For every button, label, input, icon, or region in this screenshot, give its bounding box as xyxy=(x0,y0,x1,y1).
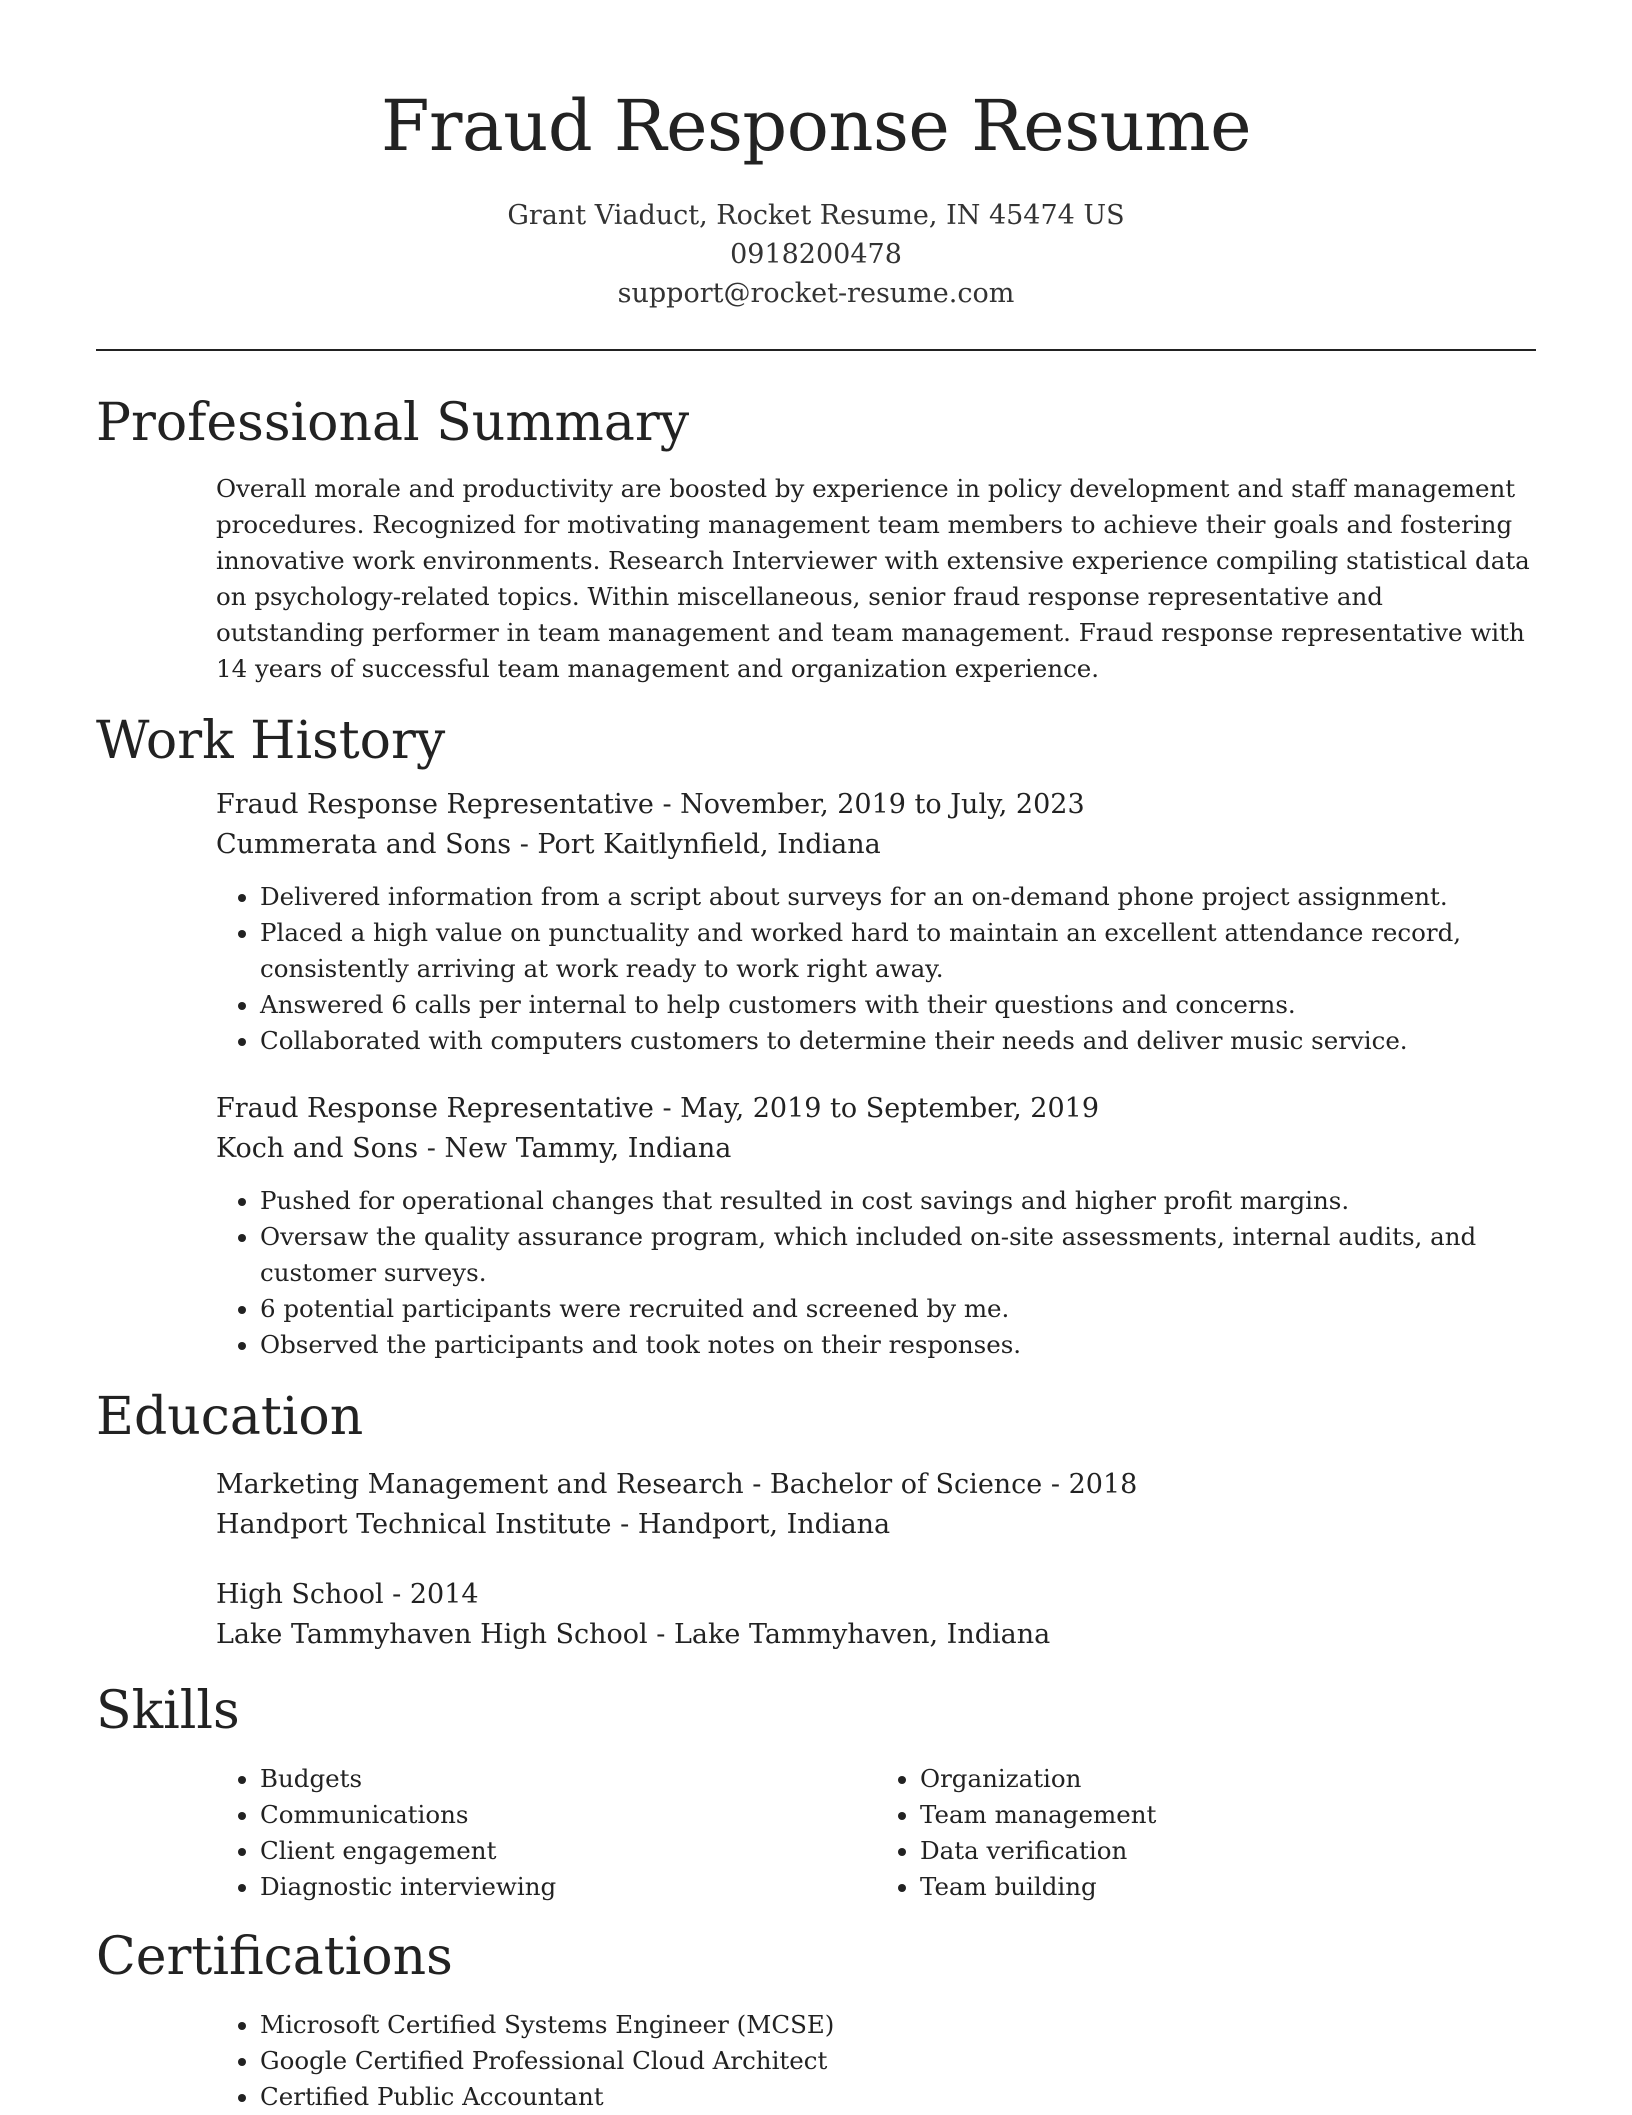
summary-heading: Professional Summary xyxy=(96,393,690,453)
contact-address: Grant Viaduct, Rocket Resume, IN 45474 US xyxy=(507,200,1125,231)
certifications-body xyxy=(216,2007,1536,2115)
skill-item: • Budgets xyxy=(260,1761,876,1797)
job-bullet: • Pushed for operational changes that resulted in cost savings and higher profit margins. xyxy=(260,1183,1536,1219)
certification-item: • Google Certified Professional Cloud Architect xyxy=(260,2043,1536,2079)
header-divider xyxy=(96,349,1536,351)
certification-item: • Certified Public Accountant xyxy=(260,2079,1536,2115)
education-location: - Lake Tammyhaven, Indiana xyxy=(647,1619,1051,1650)
job-location: - Port Kaitlynfield, Indiana xyxy=(511,829,881,860)
education-school-line xyxy=(216,1615,1536,1655)
skill-item: • Communications xyxy=(260,1797,876,1833)
job-entry xyxy=(216,1089,1536,1363)
certifications-heading: Certifications xyxy=(96,1927,453,1987)
job-bullet: • Answered 6 calls per internal to help customers with their questions and concerns. xyxy=(260,987,1536,1023)
job-bullet: • Observed the participants and took notes on their responses. xyxy=(260,1327,1536,1363)
education-entry xyxy=(216,1575,1536,1655)
job-company-line xyxy=(216,825,1536,865)
education-degree-line xyxy=(216,1575,1536,1615)
job-bullet: • 6 potential participants were recruited and screened by me. xyxy=(260,1291,1536,1327)
job-dates: - May, 2019 to September, 2019 xyxy=(653,1093,1099,1124)
contact-info xyxy=(96,196,1536,313)
certifications-list xyxy=(216,2007,1536,2115)
contact-email: support@rocket-resume.com xyxy=(617,278,1015,309)
education-degree: Marketing Management and Research - Bachelor of Science xyxy=(216,1469,1043,1500)
job-entry xyxy=(216,785,1536,1059)
job-company: Koch and Sons xyxy=(216,1133,419,1164)
job-bullet: • Placed a high value on punctuality and worked hard to maintain an excellent attendance record, consistently arriving at work ready to work right away. xyxy=(260,915,1536,987)
work-history-heading: Work History xyxy=(96,711,446,771)
job-bullet: • Delivered information from a script about surveys for an on-demand phone project assignment. xyxy=(260,879,1536,915)
job-location: - New Tammy, Indiana xyxy=(418,1133,732,1164)
education-heading: Education xyxy=(96,1387,364,1447)
work-history-section xyxy=(96,711,1536,1363)
contact-phone: 0918200478 xyxy=(730,239,902,270)
education-school-line xyxy=(216,1505,1536,1545)
job-dates: - November, 2019 to July, 2023 xyxy=(653,789,1085,820)
job-role: Fraud Response Representative xyxy=(216,789,654,820)
certification-item: • Microsoft Certified Systems Engineer (MCSE) xyxy=(260,2007,1536,2043)
skills-section xyxy=(96,1681,1536,1905)
skill-item: • Data verification xyxy=(920,1833,1536,1869)
resume-title: Fraud Response Resume xyxy=(380,85,1252,167)
job-title-line xyxy=(216,785,1536,825)
summary-text: Overall morale and productivity are boosted by experience in policy development and staff management procedures. Recognized for motivating management team members to achieve their goals and fostering innovative work environments. Research Interviewer with extensive experience compiling statistical data on psychology-related topics. Within miscellaneous, senior fraud response representative and outstanding performer in team management and team management. Fraud response representative with 14 years of successful team management and organization experience. xyxy=(216,474,1530,683)
education-school: Lake Tammyhaven High School xyxy=(216,1619,648,1650)
skills-list-left xyxy=(216,1761,876,1905)
job-bullet: • Oversaw the quality assurance program, which included on-site assessments, internal audits, and customer surveys. xyxy=(260,1219,1536,1291)
education-degree: High School xyxy=(216,1579,384,1610)
job-bullets xyxy=(216,879,1536,1059)
summary-section xyxy=(96,393,1536,687)
skills-columns xyxy=(216,1741,1536,1905)
job-company: Cummerata and Sons xyxy=(216,829,512,860)
resume-page xyxy=(96,0,1536,2115)
education-section xyxy=(96,1387,1536,1655)
education-entry xyxy=(216,1465,1536,1545)
skill-item: • Client engagement xyxy=(260,1833,876,1869)
education-degree-line xyxy=(216,1465,1536,1505)
skills-list-right xyxy=(876,1761,1536,1905)
certifications-section xyxy=(96,1927,1536,2115)
job-role: Fraud Response Representative xyxy=(216,1093,654,1124)
education-year: - 2014 xyxy=(383,1579,479,1610)
skill-item: • Organization xyxy=(920,1761,1536,1797)
job-company-line xyxy=(216,1129,1536,1169)
education-year: - 2018 xyxy=(1042,1469,1138,1500)
education-location: - Handport, Indiana xyxy=(611,1509,891,1540)
job-bullet: • Collaborated with computers customers to determine their needs and deliver music service. xyxy=(260,1023,1536,1059)
skill-item: • Team building xyxy=(920,1869,1536,1905)
skill-item: • Diagnostic interviewing xyxy=(260,1869,876,1905)
job-title-line xyxy=(216,1089,1536,1129)
education-school: Handport Technical Institute xyxy=(216,1509,612,1540)
job-bullets xyxy=(216,1183,1536,1363)
skill-item: • Team management xyxy=(920,1797,1536,1833)
skills-heading: Skills xyxy=(96,1681,240,1741)
resume-header xyxy=(96,0,1536,313)
